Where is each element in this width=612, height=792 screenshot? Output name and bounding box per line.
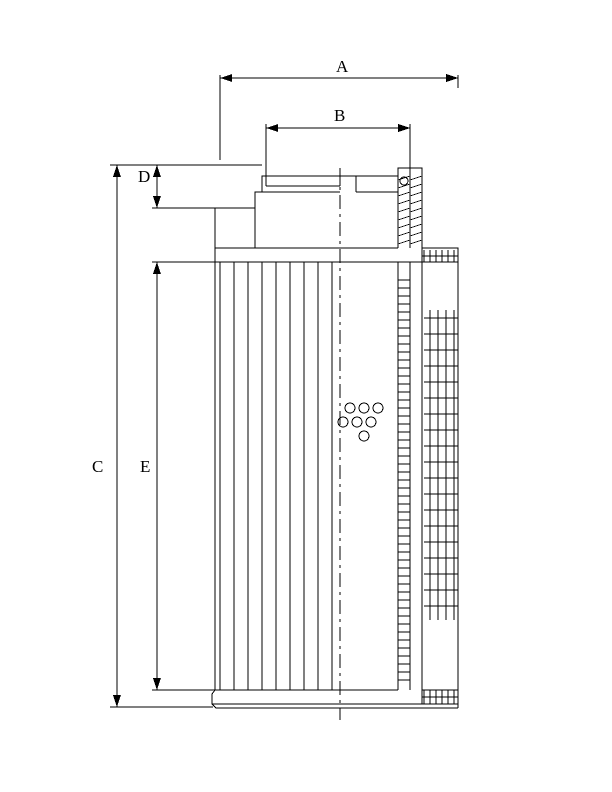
dimension-label-e: E xyxy=(140,457,151,476)
pleat-pack xyxy=(220,262,332,690)
filter-head-assembly xyxy=(215,168,458,262)
bypass-hole-pattern xyxy=(338,403,383,441)
outer-mesh-grid xyxy=(424,310,458,620)
dimension-b xyxy=(266,124,410,180)
dimension-c xyxy=(110,165,213,707)
dimension-e xyxy=(152,262,218,690)
dimension-label-b: B xyxy=(334,106,346,125)
support-tube-perforations xyxy=(398,280,410,680)
dimension-d xyxy=(152,165,262,208)
dimension-label-a: A xyxy=(336,57,349,76)
lower-end-cap-hatching xyxy=(422,690,458,704)
dimension-label-c: C xyxy=(92,457,104,476)
filter-body-outline xyxy=(212,262,458,708)
dimension-label-d: D xyxy=(138,167,151,186)
upper-end-cap-hatching xyxy=(422,250,458,262)
